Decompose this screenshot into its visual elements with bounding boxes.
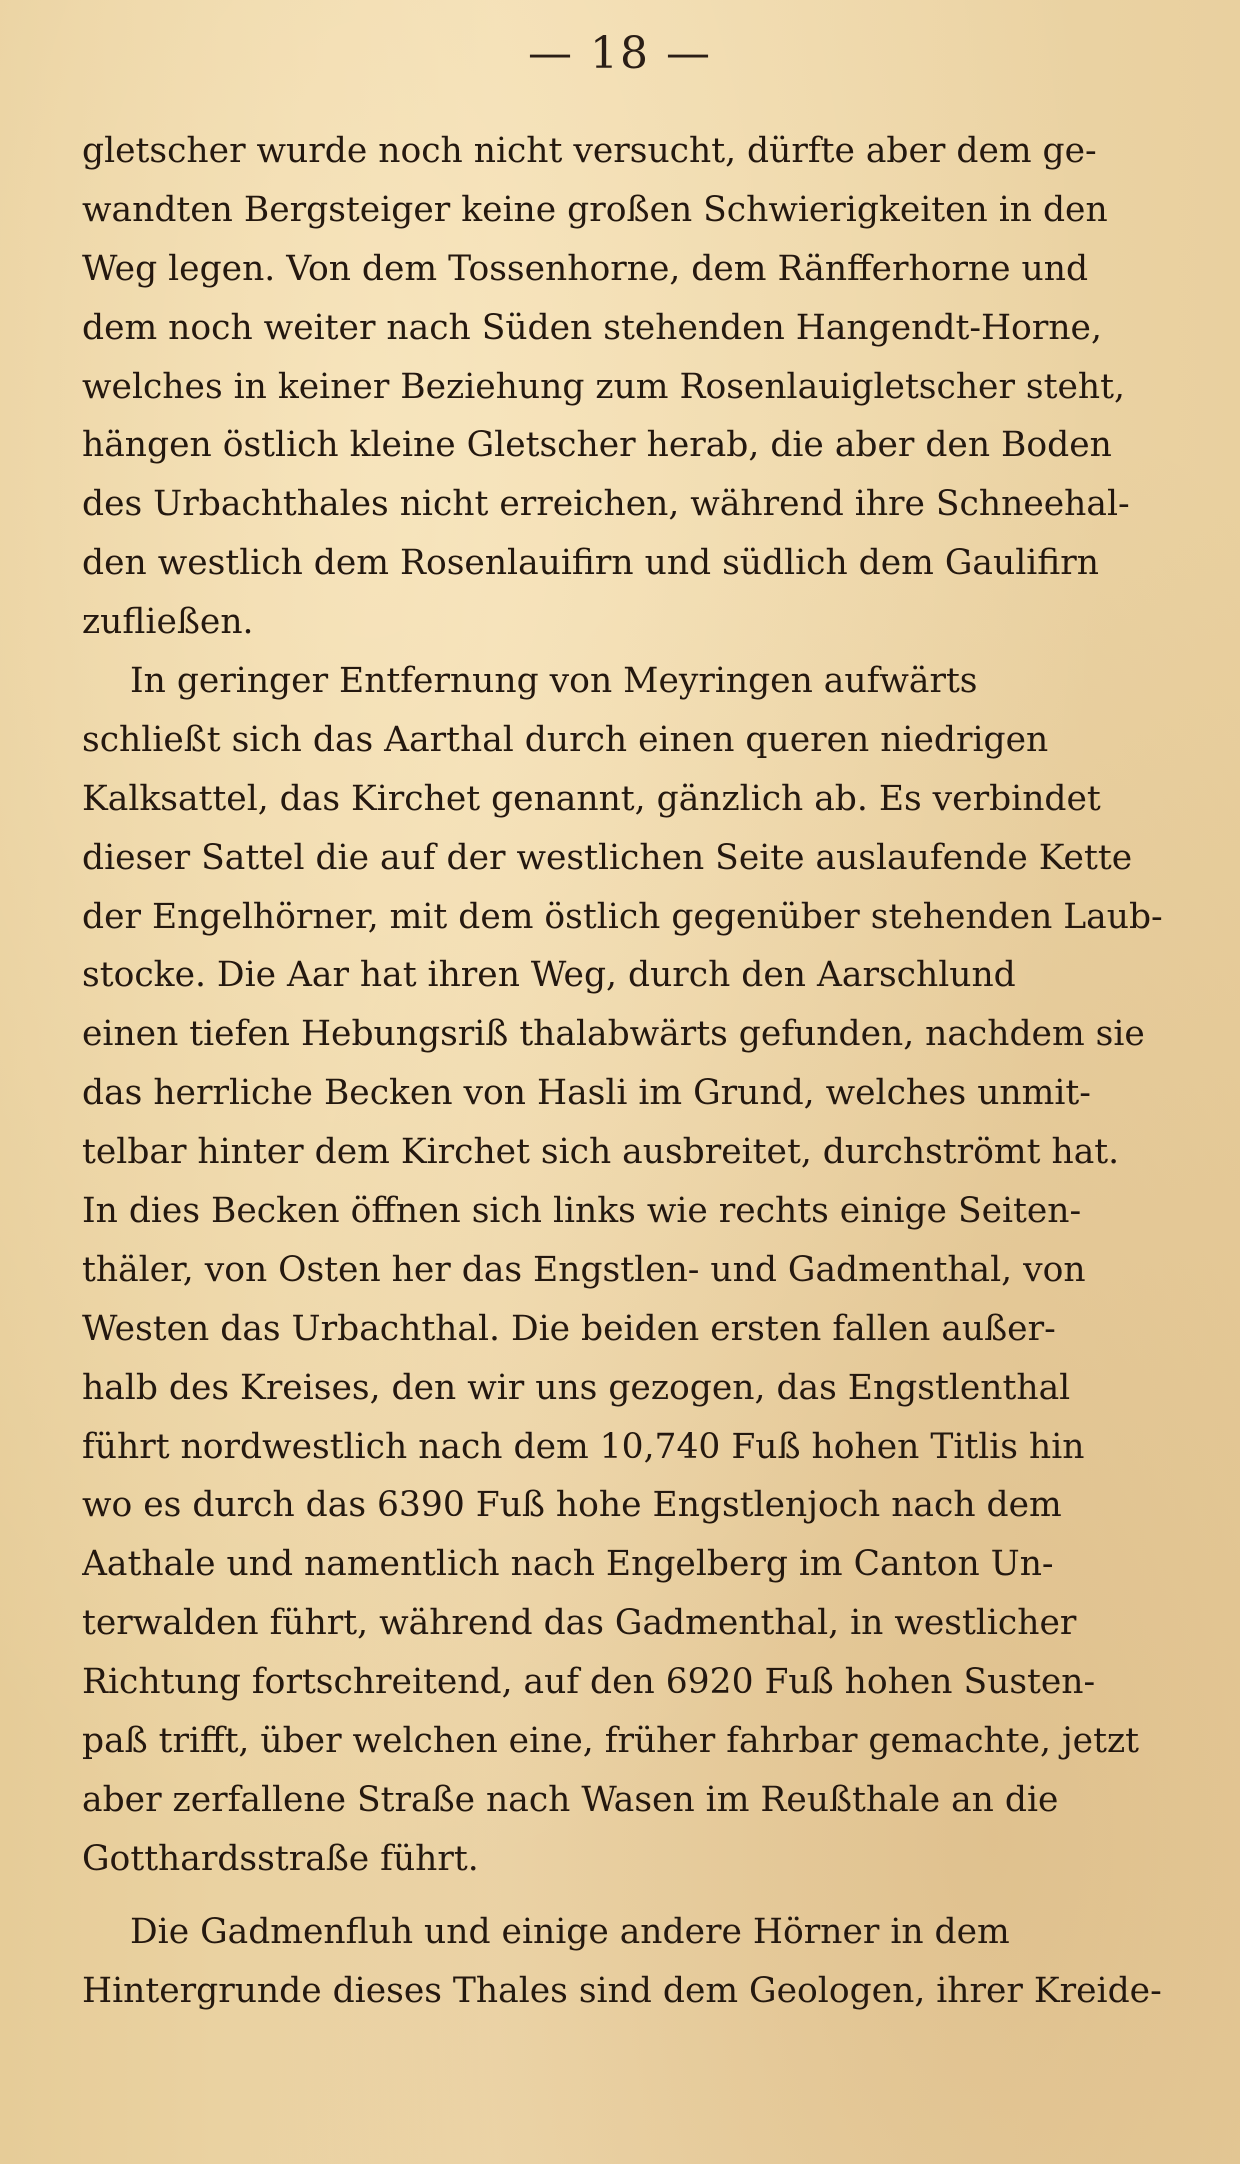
text-line: In geringer Entfernung von Meyringen aufwärts	[130, 661, 978, 702]
text-line: zufließen.	[82, 602, 254, 643]
text-line: Kalksattel, das Kirchet genannt, gänzlich ab. Es verbindet	[82, 778, 1101, 819]
text-line: stocke. Die Aar hat ihren Weg, durch den Aarschlund	[82, 955, 1016, 996]
text-line: welches in keiner Beziehung zum Rosenlauigletscher steht,	[82, 366, 1125, 407]
text-line: führt nordwestlich nach dem 10,740 Fuß hohen Titlis hin	[82, 1426, 1085, 1467]
text-line: schließt sich das Aarthal durch einen queren niedrigen	[82, 719, 1049, 760]
text-line: halb des Kreises, den wir uns gezogen, das Engstlenthal	[82, 1367, 1071, 1408]
text-line: gletscher wurde noch nicht versucht, dürfte aber dem ge-	[82, 131, 1097, 171]
text-line: Hintergrunde dieses Thales sind dem Geologen, ihrer Kreide-	[82, 1970, 1162, 2011]
text-line: telbar hinter dem Kirchet sich ausbreitet, durchströmt hat.	[82, 1132, 1120, 1173]
text-line: Westen das Urbachthal. Die beiden ersten fallen außer-	[82, 1308, 1056, 1349]
paragraph	[82, 122, 1182, 652]
text-line: dem noch weiter nach Süden stehenden Hangendt-Horne,	[82, 307, 1102, 348]
text-line: wandten Bergsteiger keine großen Schwierigkeiten in den	[82, 189, 1108, 230]
text-line: wo es durch das 6390 Fuß hohe Engstlenjoch nach dem	[82, 1485, 1062, 1526]
paragraph-gap	[82, 1889, 1182, 1903]
text-line: der Engelhörner, mit dem östlich gegenüber stehenden Laub-	[82, 896, 1163, 937]
text-line: paß trifft, über welchen eine, früher fahrbar gemachte, jetzt	[82, 1721, 1139, 1762]
body-text	[82, 122, 1182, 2021]
text-line: Aathale und namentlich nach Engelberg im Canton Un-	[82, 1544, 1054, 1585]
text-line: Richtung fortschreitend, auf den 6920 Fuß hohen Susten-	[82, 1662, 1096, 1703]
text-line: das herrliche Becken von Hasli im Grund, welches unmit-	[82, 1073, 1091, 1114]
text-line: hängen östlich kleine Gletscher herab, die aber den Boden	[82, 425, 1112, 466]
text-line: thäler, von Osten her das Engstlen- und Gadmenthal, von	[82, 1249, 1086, 1290]
text-line: Gotthardsstraße führt.	[82, 1838, 479, 1879]
text-line: einen tiefen Hebungsriß thalabwärts gefunden, nachdem sie	[82, 1014, 1145, 1055]
text-line: aber zerfallene Straße nach Wasen im Reußthale an die	[82, 1779, 1059, 1820]
text-line: terwalden führt, während das Gadmenthal, in westlicher	[82, 1603, 1077, 1644]
text-line: dieser Sattel die auf der westlichen Seite auslaufende Kette	[82, 837, 1133, 878]
paragraph	[82, 1903, 1182, 2021]
text-line: den westlich dem Rosenlauifirn und südlich dem Gaulifirn	[82, 543, 1099, 584]
text-line: In dies Becken öffnen sich links wie rechts einige Seiten-	[82, 1191, 1082, 1232]
text-line: Die Gadmenfluh und einige andere Hörner in dem	[130, 1911, 1010, 1952]
text-line: Weg legen. Von dem Tossenhorne, dem Ränfferhorne und	[82, 248, 1089, 289]
text-line: des Urbachthales nicht erreichen, während ihre Schneehal-	[82, 484, 1130, 525]
paragraph	[82, 652, 1182, 1889]
page-number: — 18 —	[528, 28, 712, 79]
